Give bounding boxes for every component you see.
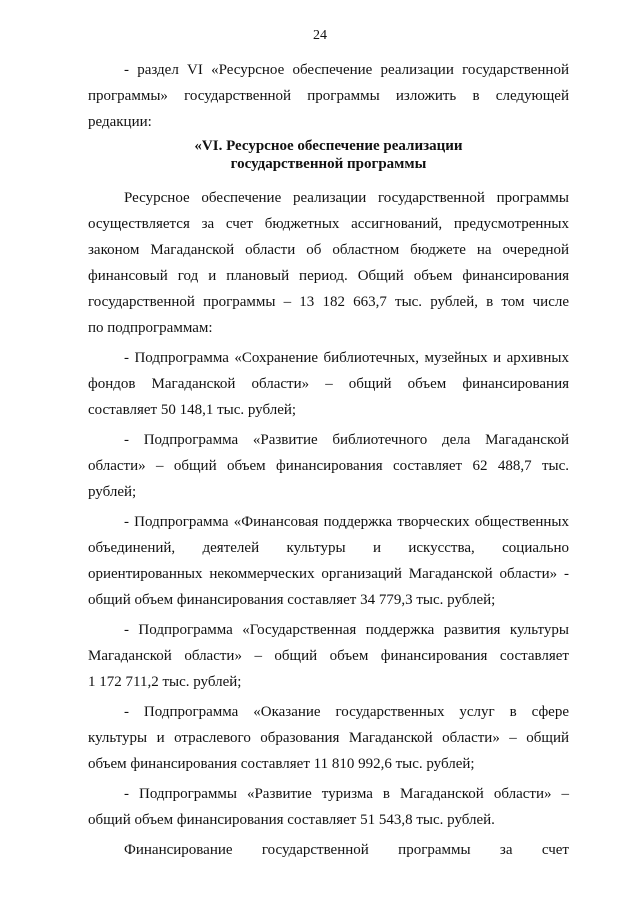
list-item-line: объем финансирования составляет 11 810 992,6 тыс. рублей; [88,756,475,772]
paragraph-line: Финансирование государственной программы за счет [124,842,569,858]
paragraph-line: осуществляется за счет бюджетных ассигнований, предусмотренных [88,216,569,232]
list-item-line: - Подпрограмма «Финансовая поддержка творческих общественных [124,514,569,530]
list-item-line: - Подпрограммы «Развитие туризма в Магаданской области» – [124,786,569,802]
list-item-line: составляет 50 148,1 тыс. рублей; [88,402,297,418]
intro-line: редакции: [88,114,152,130]
paragraph-line: финансовый год и плановый период. Общий объем финансирования [88,268,569,284]
list-item-line: 1 172 711,2 тыс. рублей; [88,674,242,690]
intro-line: программы» государственной программы изложить в следующей [88,88,569,104]
list-item-line: рублей; [88,484,137,500]
section-heading: государственной программы [230,156,427,172]
list-item-line: ориентированных некоммерческих организаций Магаданской области» - [88,566,569,582]
list-item-line: фондов Магаданской области» – общий объем финансирования [88,376,569,392]
section-heading: «VI. Ресурсное обеспечение реализации [194,138,463,154]
list-item-line: культуры и отраслевого образования Магаданской области» – общий [88,730,569,746]
list-item-line: общий объем финансирования составляет 51 543,8 тыс. рублей. [88,812,495,828]
list-item-line: объединений, деятелей культуры и искусства, социально [88,540,569,556]
list-item-line: - Подпрограмма «Сохранение библиотечных, музейных и архивных [124,350,569,366]
list-item-line: области» – общий объем финансирования составляет 62 488,7 тыс. [88,458,569,474]
list-item-line: - Подпрограмма «Оказание государственных услуг в сфере [124,704,569,720]
paragraph-line: государственной программы – 13 182 663,7 тыс. рублей, в том числе [88,294,569,310]
list-item-line: - Подпрограмма «Государственная поддержка развития культуры [124,622,569,638]
list-item-line: - Подпрограмма «Развитие библиотечного дела Магаданской [124,432,569,448]
paragraph-line: Ресурсное обеспечение реализации государственной программы [124,190,569,206]
intro-line: - раздел VI «Ресурсное обеспечение реализации государственной [124,62,569,78]
paragraph-line: по подпрограммам: [88,320,213,336]
paragraph-line: законом Магаданской области об областном бюджете на очередной [88,242,569,258]
list-item-line: общий объем финансирования составляет 34 779,3 тыс. рублей; [88,592,496,608]
page-number: 24 [313,28,327,43]
list-item-line: Магаданской области» – общий объем финансирования составляет [88,648,569,664]
